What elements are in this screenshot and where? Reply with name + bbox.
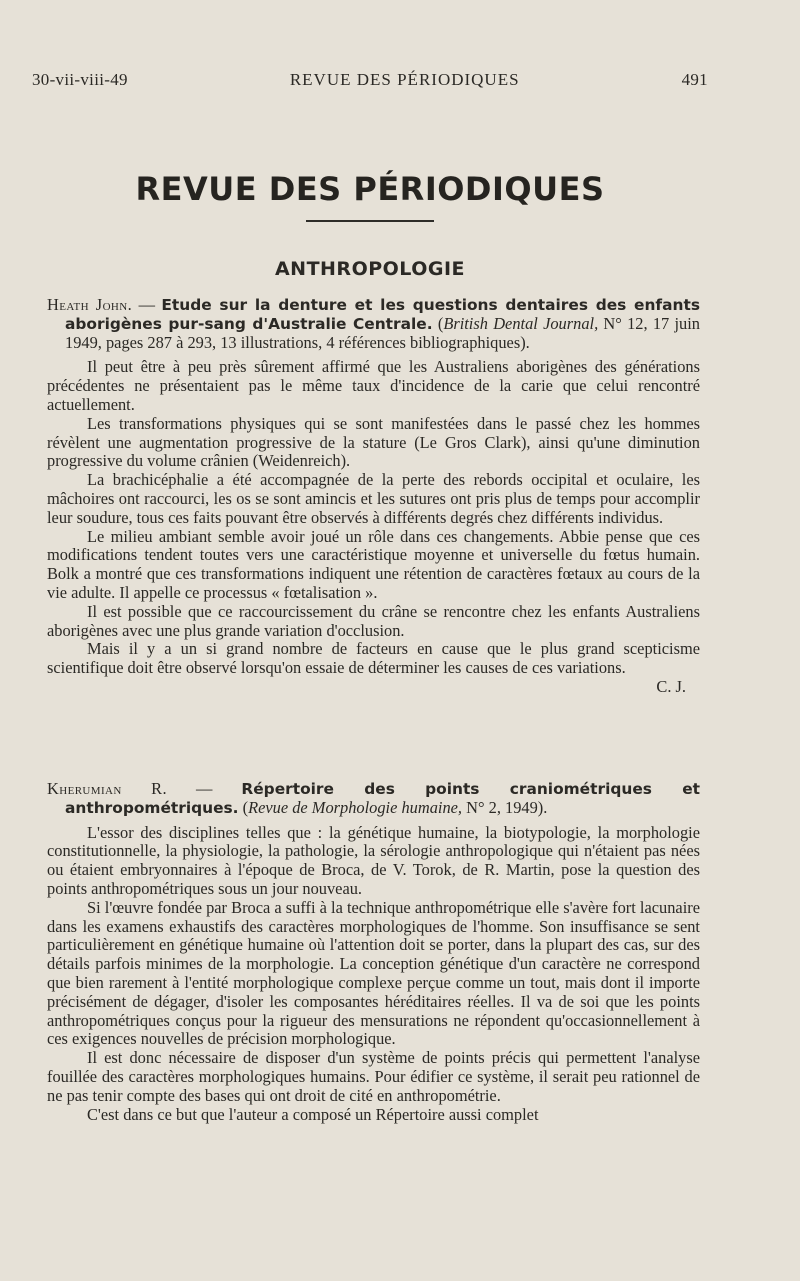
paragraph: Il est possible que ce raccourcissement du crâne se rencontre chez les enfants Australiens aborigènes avec une plus grande variation d'occlusion. bbox=[47, 601, 700, 640]
paragraph: L'essor des disciplines telles que : la génétique humaine, la biotypologie, la morphologie constitutionnelle, la physiologie, la pathologie, la sérologie anthropologique qui n'étaient pas nées ou étaient embryonnaires à l'époque de Broca, de V. Torok, de R. Martin, pose la question des points anthropométriques sous un jour nouveau. bbox=[47, 822, 700, 898]
article-heading: Kherumian R. — Répertoire des points craniométriques et anthropométriques. (Revue de Morphologie humaine, N° 2, 1949). bbox=[47, 779, 700, 817]
page-number: 491 bbox=[681, 70, 708, 89]
article-reference: N° 2, 1949). bbox=[462, 797, 548, 817]
paragraph: Si l'œuvre fondée par Broca a suffi à la technique anthropométrique elle s'avère fort lacunaire dans les examens exhaustifs des caractères morphologiques de l'homme. Son insuffisance se sent particulièrement en génétique humaine où l'attention doit se porter, dans la plupart des cas, sur des détails parfois minimes de la morphologie. La conception génétique d'un caractère ne correspond que bien rarement à l'entité morphologique complexe perçue comme un tout, mais dont il importe précisément de dégager, d'isoler les composantes héréditaires réelles. Il va de soi que les points anthropométriques conçus pour la rigueur des mensurations ne répondent qu'occasionnellement à ces exigences nouvelles de précision morphologique. bbox=[47, 897, 700, 1049]
paragraph: Il peut être à peu près sûrement affirmé que les Australiens aborigènes des générations précédentes ne présentaient pas le même taux d'incidence de la carie que celui rencontré actuellement. bbox=[47, 357, 700, 414]
article-title: Etude sur la denture et les questions dentaires des enfants aborigènes pur-sang d'Australie Centrale. bbox=[65, 296, 700, 333]
paragraph: La brachicéphalie a été accompagnée de la perte des rebords occipital et oculaire, les mâchoires ont raccourci, les os se sont amincis et les sutures ont pris plus de temps pour accomplir leur soudure, tous ces faits pouvant être observés à différents degrés chez différents individus. bbox=[47, 470, 700, 527]
article-title: Répertoire des points craniométriques et anthropométriques. bbox=[65, 780, 700, 817]
paragraph: Il est donc nécessaire de disposer d'un système de points précis qui permettent l'analyse fouillée des caractères morphologiques humains. Pour édifier ce système, il serait peu rationnel de ne pas tenir compte des bases qui ont droit de cité en anthropométrie. bbox=[47, 1048, 700, 1105]
article-reference: N° 12, 17 juin 1949, pages 287 à 293, 13 illustrations, 4 références bibliographiques). bbox=[65, 313, 700, 352]
page-title: REVUE DES PÉRIODIQUES bbox=[135, 170, 605, 208]
article-kherumian bbox=[47, 780, 700, 1124]
article-heath bbox=[47, 296, 700, 697]
title-divider bbox=[306, 220, 434, 222]
paragraph: Le milieu ambiant semble avoir joué un rôle dans ces changements. Abbie pense que ces modifications tendent toutes vers une caractéristique moyenne et universelle du fœtus humain. Bolk a montré que ces transformations indiquent une rétention de caractères fœtaux au cours de la vie adulte. Il appelle ce processus « fœtalisation ». bbox=[47, 526, 700, 602]
header-journal-title: REVUE DES PÉRIODIQUES bbox=[289, 70, 520, 89]
reviewer-signature: C. J. bbox=[656, 676, 686, 696]
article-author: Kherumian R. bbox=[47, 779, 167, 798]
running-header bbox=[32, 70, 708, 90]
section-title: ANTHROPOLOGIE bbox=[274, 258, 466, 280]
article-journal: Revue de Morphologie humaine, bbox=[248, 797, 463, 817]
paragraph: Mais il y a un si grand nombre de facteurs en cause que le plus grand scepticisme scientifique doit être observé lorsqu'on essaie de déterminer les causes de ces variations. C. J. bbox=[47, 639, 700, 696]
header-date: 30-vii-viii-49 bbox=[32, 70, 128, 89]
article-heading: Heath John. — Etude sur la denture et les questions dentaires des enfants aborigènes pur-sang d'Australie Centrale. (British Dental Journal, N° 12, 17 juin 1949, pages 287 à 293, 13 illustrations, 4 références bibliographiques). bbox=[47, 295, 700, 352]
article-journal: British Dental Journal, bbox=[443, 313, 599, 333]
paragraph: Les transformations physiques qui se sont manifestées dans le passé chez les hommes révèlent une augmentation progressive de la stature (Le Gros Clark), ainsi qu'une diminution progressive du volume crânien (Weidenreich). bbox=[47, 413, 700, 471]
paragraph: C'est dans ce but que l'auteur a composé un Répertoire aussi complet bbox=[87, 1104, 539, 1124]
article-author: Heath John. bbox=[47, 295, 133, 314]
